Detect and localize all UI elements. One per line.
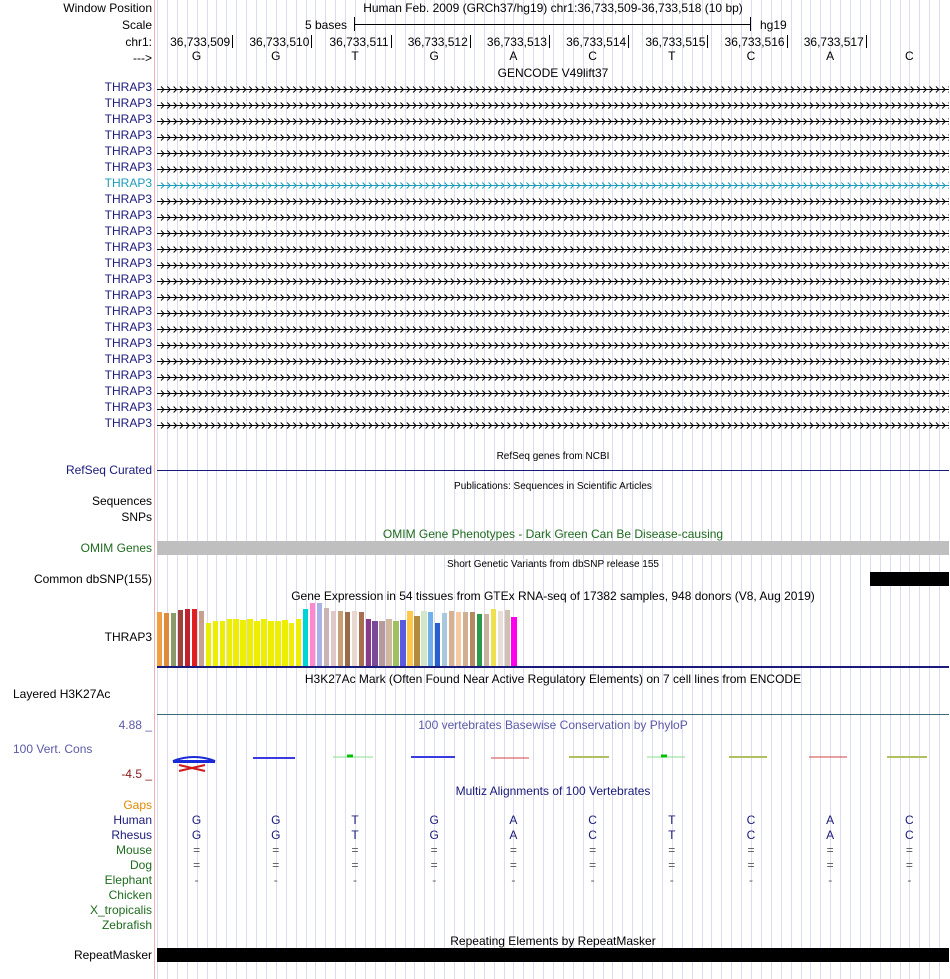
gencode-gene-feature[interactable] bbox=[157, 339, 949, 348]
gencode-gene-feature[interactable] bbox=[157, 323, 949, 332]
gtex-bar[interactable] bbox=[178, 610, 183, 666]
position-tick-label: 36,733,509 bbox=[170, 35, 231, 49]
multiz-base: = bbox=[509, 843, 517, 857]
scale-label: Scale bbox=[121, 18, 152, 32]
multiz-base: T bbox=[351, 813, 359, 827]
gtex-bar[interactable] bbox=[428, 612, 433, 666]
base-letter: C bbox=[746, 49, 756, 63]
scale-bar-right-tick bbox=[750, 17, 751, 31]
multiz-base: C bbox=[588, 828, 597, 842]
multiz-base: = bbox=[193, 858, 201, 872]
gencode-gene-label[interactable]: THRAP3 bbox=[104, 416, 152, 430]
gencode-gene-feature[interactable] bbox=[157, 387, 949, 396]
multiz-species-label[interactable]: Dog bbox=[129, 858, 152, 872]
multiz-base: = bbox=[430, 843, 438, 857]
gencode-gene-feature[interactable] bbox=[157, 275, 949, 284]
gtex-bar[interactable] bbox=[206, 623, 211, 666]
multiz-species-label[interactable]: Human bbox=[113, 813, 152, 827]
gencode-gene-feature[interactable] bbox=[157, 211, 949, 220]
multiz-base: C bbox=[905, 813, 914, 827]
gtex-bar[interactable] bbox=[484, 614, 489, 666]
gtex-bar[interactable] bbox=[275, 621, 280, 666]
gencode-gene-label[interactable]: THRAP3 bbox=[104, 96, 152, 110]
phylop-label[interactable]: 100 Vert. Cons bbox=[13, 742, 93, 756]
multiz-base: = bbox=[351, 858, 359, 872]
gtex-bar[interactable] bbox=[414, 616, 419, 666]
refseq-label[interactable]: RefSeq Curated bbox=[65, 463, 152, 477]
gencode-gene-feature[interactable] bbox=[157, 403, 949, 412]
label-separator bbox=[154, 0, 155, 979]
gencode-gene-label[interactable]: THRAP3 bbox=[104, 288, 152, 302]
multiz-base: = bbox=[509, 858, 517, 872]
multiz-base: = bbox=[747, 858, 755, 872]
multiz-base: = bbox=[905, 858, 913, 872]
gencode-gene-feature[interactable] bbox=[157, 83, 949, 92]
gencode-gene-label[interactable]: THRAP3 bbox=[104, 176, 152, 190]
chrom-label: chr1: bbox=[125, 35, 152, 49]
multiz-base: = bbox=[668, 858, 676, 872]
multiz-base: G bbox=[271, 828, 281, 842]
gencode-gene-label[interactable]: THRAP3 bbox=[104, 160, 152, 174]
gtex-baseline bbox=[157, 666, 949, 668]
gencode-gene-label[interactable]: THRAP3 bbox=[104, 384, 152, 398]
base-letter: G bbox=[429, 49, 439, 63]
gtex-bar[interactable] bbox=[338, 611, 343, 666]
multiz-gaps-label: Gaps bbox=[123, 798, 152, 812]
gencode-gene-label[interactable]: THRAP3 bbox=[104, 304, 152, 318]
multiz-base: - bbox=[432, 873, 437, 887]
multiz-base: A bbox=[826, 828, 835, 842]
position-tick bbox=[391, 35, 392, 48]
h3k27ac-label[interactable]: Layered H3K27Ac bbox=[13, 687, 111, 701]
gtex-bar[interactable] bbox=[456, 612, 461, 666]
base-letter: T bbox=[668, 49, 676, 63]
gtex-bar[interactable] bbox=[386, 619, 391, 666]
multiz-base: C bbox=[746, 813, 756, 827]
base-letter: A bbox=[509, 49, 518, 63]
gtex-bar[interactable] bbox=[477, 614, 482, 666]
multiz-base: = bbox=[747, 843, 755, 857]
publications-snps-label[interactable]: SNPs bbox=[121, 510, 152, 524]
multiz-base: = bbox=[589, 843, 597, 857]
gtex-bar[interactable] bbox=[157, 612, 162, 666]
gtex-bar[interactable] bbox=[233, 619, 238, 666]
position-tick-label: 36,733,514 bbox=[566, 35, 627, 49]
omim-label[interactable]: OMIM Genes bbox=[80, 541, 152, 555]
gtex-bar[interactable] bbox=[171, 613, 176, 666]
publications-title: Publications: Sequences in Scientific Articles bbox=[454, 481, 652, 492]
phylop-wiggle[interactable] bbox=[157, 748, 949, 774]
multiz-base: = bbox=[272, 843, 280, 857]
multiz-base: C bbox=[746, 828, 756, 842]
multiz-base: = bbox=[430, 858, 438, 872]
position-tick-label: 36,733,515 bbox=[645, 35, 706, 49]
multiz-base: - bbox=[828, 873, 833, 887]
multiz-species-label[interactable]: Elephant bbox=[104, 873, 152, 887]
multiz-base: - bbox=[590, 873, 595, 887]
gencode-gene-label[interactable]: THRAP3 bbox=[104, 208, 152, 222]
gencode-gene-label[interactable]: THRAP3 bbox=[104, 80, 152, 94]
multiz-base: T bbox=[668, 813, 676, 827]
gencode-gene-label[interactable]: THRAP3 bbox=[104, 224, 152, 238]
position-tick bbox=[232, 35, 233, 48]
dbsnp-label[interactable]: Common dbSNP(155) bbox=[33, 572, 152, 586]
multiz-base: = bbox=[905, 843, 913, 857]
gencode-gene-feature[interactable] bbox=[157, 147, 949, 156]
gencode-gene-feature[interactable] bbox=[157, 355, 949, 364]
base-letter: C bbox=[905, 49, 914, 63]
multiz-base: G bbox=[191, 813, 202, 827]
multiz-base: - bbox=[669, 873, 674, 887]
position-tick bbox=[866, 35, 867, 48]
gtex-bar[interactable] bbox=[164, 613, 169, 666]
multiz-base: C bbox=[588, 813, 597, 827]
gencode-gene-label[interactable]: THRAP3 bbox=[104, 400, 152, 414]
multiz-base: G bbox=[429, 813, 439, 827]
gencode-gene-feature[interactable] bbox=[157, 307, 949, 316]
gtex-bar[interactable] bbox=[400, 620, 405, 666]
multiz-base: = bbox=[351, 843, 359, 857]
multiz-base: T bbox=[668, 828, 676, 842]
gtex-label[interactable]: THRAP3 bbox=[104, 630, 152, 644]
position-tick-label: 36,733,510 bbox=[249, 35, 310, 49]
phylop-min: -4.5 _ bbox=[121, 767, 152, 781]
multiz-base: - bbox=[907, 873, 912, 887]
gtex-bar[interactable] bbox=[449, 611, 454, 666]
scale-bar-left-tick bbox=[354, 17, 355, 31]
gencode-gene-label[interactable]: THRAP3 bbox=[104, 192, 152, 206]
base-letter: C bbox=[588, 49, 597, 63]
multiz-species-label[interactable]: Mouse bbox=[115, 843, 152, 857]
gtex-bar[interactable] bbox=[213, 621, 218, 666]
gtex-bar[interactable] bbox=[505, 610, 510, 666]
gtex-bar[interactable] bbox=[310, 603, 315, 666]
gtex-bar[interactable] bbox=[470, 612, 475, 666]
gtex-bar[interactable] bbox=[352, 611, 357, 666]
gtex-bar[interactable] bbox=[407, 611, 412, 666]
base-letter: G bbox=[191, 49, 202, 63]
gtex-bar[interactable] bbox=[268, 621, 273, 666]
multiz-species-label[interactable]: X_tropicalis bbox=[89, 903, 152, 917]
gencode-gene-feature[interactable] bbox=[157, 419, 949, 428]
phylop-title: 100 vertebrates Basewise Conservation by PhyloP bbox=[418, 718, 688, 732]
gtex-bar[interactable] bbox=[442, 613, 447, 666]
gencode-gene-label[interactable]: THRAP3 bbox=[104, 240, 152, 254]
multiz-species-label[interactable]: Chicken bbox=[108, 888, 152, 902]
omim-feature[interactable] bbox=[157, 541, 949, 555]
multiz-species-label[interactable]: Zebrafish bbox=[101, 918, 152, 932]
position-tick-label: 36,733,513 bbox=[486, 35, 547, 49]
gencode-gene-feature[interactable] bbox=[157, 195, 949, 204]
gtex-bar[interactable] bbox=[324, 608, 329, 666]
multiz-base: = bbox=[589, 858, 597, 872]
gtex-bar[interactable] bbox=[511, 617, 516, 666]
publications-sequences-label[interactable]: Sequences bbox=[91, 494, 152, 508]
gencode-gene-feature[interactable] bbox=[157, 115, 949, 124]
gencode-gene-label[interactable]: THRAP3 bbox=[104, 112, 152, 126]
multiz-base: - bbox=[748, 873, 753, 887]
gtex-bar[interactable] bbox=[435, 623, 440, 666]
position-tick bbox=[787, 35, 788, 48]
gtex-bar[interactable] bbox=[421, 611, 426, 666]
position-tick-label: 36,733,516 bbox=[724, 35, 785, 49]
gencode-gene-label[interactable]: THRAP3 bbox=[104, 352, 152, 366]
strand-label: ---> bbox=[133, 51, 152, 65]
omim-title: OMIM Gene Phenotypes - Dark Green Can Be Disease-causing bbox=[382, 527, 724, 541]
gtex-bars[interactable] bbox=[157, 603, 949, 666]
gencode-gene-feature[interactable] bbox=[157, 243, 949, 252]
position-tick bbox=[707, 35, 708, 48]
multiz-base: = bbox=[193, 843, 201, 857]
gtex-title: Gene Expression in 54 tissues from GTEx RNA-seq of 17382 samples, 948 donors (V8, Aug 2019) bbox=[291, 589, 815, 603]
h3k27ac-title: H3K27Ac Mark (Often Found Near Active Regulatory Elements) on 7 cell lines from ENCODE bbox=[304, 672, 802, 686]
multiz-base: A bbox=[826, 813, 835, 827]
multiz-base: A bbox=[509, 813, 518, 827]
multiz-base: = bbox=[668, 843, 676, 857]
gencode-gene-feature[interactable] bbox=[157, 131, 949, 140]
gtex-bar[interactable] bbox=[227, 619, 232, 666]
multiz-base: G bbox=[191, 828, 202, 842]
gtex-bar[interactable] bbox=[303, 609, 308, 666]
phylop-max: 4.88 _ bbox=[118, 718, 152, 732]
refseq-title: RefSeq genes from NCBI bbox=[496, 451, 610, 462]
position-tick bbox=[311, 35, 312, 48]
gencode-gene-label[interactable]: THRAP3 bbox=[104, 320, 152, 334]
position-tick bbox=[628, 35, 629, 48]
gencode-gene-label[interactable]: THRAP3 bbox=[104, 336, 152, 350]
dbsnp-title: Short Genetic Variants from dbSNP release 155 bbox=[447, 559, 659, 570]
gtex-bar[interactable] bbox=[491, 609, 496, 666]
multiz-base: = bbox=[826, 843, 834, 857]
gtex-bar[interactable] bbox=[261, 619, 266, 666]
gencode-gene-feature[interactable] bbox=[157, 227, 949, 236]
multiz-title: Multiz Alignments of 100 Vertebrates bbox=[455, 784, 651, 798]
gencode-gene-label[interactable]: THRAP3 bbox=[104, 272, 152, 286]
repeatmasker-label[interactable]: RepeatMasker bbox=[73, 948, 152, 962]
gtex-bar[interactable] bbox=[240, 620, 245, 666]
position-tick-label: 36,733,512 bbox=[407, 35, 468, 49]
multiz-base: C bbox=[905, 828, 914, 842]
gencode-gene-label[interactable]: THRAP3 bbox=[104, 256, 152, 270]
window-position-label: Window Position bbox=[63, 1, 152, 15]
gtex-bar[interactable] bbox=[366, 619, 371, 666]
dbsnp-feature[interactable] bbox=[870, 572, 949, 586]
multiz-base: G bbox=[429, 828, 439, 842]
base-letter: T bbox=[351, 49, 359, 63]
gencode-gene-feature[interactable] bbox=[157, 99, 949, 108]
gtex-bar[interactable] bbox=[317, 603, 322, 666]
gencode-gene-feature[interactable] bbox=[157, 179, 949, 188]
position-tick bbox=[470, 35, 471, 48]
base-letter: A bbox=[826, 49, 835, 63]
gencode-gene-label[interactable]: THRAP3 bbox=[104, 128, 152, 142]
gtex-bar[interactable] bbox=[393, 621, 398, 666]
gtex-bar[interactable] bbox=[220, 621, 225, 666]
position-tick-label: 36,733,517 bbox=[803, 35, 864, 49]
position-tick-label: 36,733,511 bbox=[329, 35, 389, 49]
multiz-base: T bbox=[351, 828, 359, 842]
multiz-base: A bbox=[509, 828, 518, 842]
multiz-species-label[interactable]: Rhesus bbox=[111, 828, 152, 842]
multiz-base: G bbox=[271, 813, 281, 827]
multiz-base: - bbox=[273, 873, 278, 887]
multiz-base: - bbox=[352, 873, 357, 887]
multiz-base: - bbox=[511, 873, 516, 887]
gtex-bar[interactable] bbox=[282, 620, 287, 666]
gtex-bar[interactable] bbox=[331, 611, 336, 666]
gtex-bar[interactable] bbox=[463, 612, 468, 666]
assembly-position: Human Feb. 2009 (GRCh37/hg19) chr1:36,733,509-36,733,518 (10 bp) bbox=[363, 1, 743, 15]
gencode-gene-feature[interactable] bbox=[157, 371, 949, 380]
gtex-bar[interactable] bbox=[289, 623, 294, 666]
gtex-bar[interactable] bbox=[379, 621, 384, 666]
gtex-bar[interactable] bbox=[345, 612, 350, 666]
position-tick bbox=[549, 35, 550, 48]
gtex-bar[interactable] bbox=[199, 611, 204, 666]
gencode-gene-feature[interactable] bbox=[157, 259, 949, 268]
gencode-gene-feature[interactable] bbox=[157, 163, 949, 172]
repeatmasker-title: Repeating Elements by RepeatMasker bbox=[450, 934, 656, 948]
gtex-bar[interactable] bbox=[372, 621, 377, 666]
repeatmasker-feature[interactable] bbox=[157, 948, 949, 962]
multiz-base: = bbox=[272, 858, 280, 872]
gtex-bar[interactable] bbox=[192, 609, 197, 666]
scale-db: hg19 bbox=[760, 18, 787, 32]
multiz-base: - bbox=[194, 873, 199, 887]
gtex-bar[interactable] bbox=[359, 612, 364, 666]
gtex-bar[interactable] bbox=[247, 619, 252, 666]
scale-text: 5 bases bbox=[305, 18, 348, 32]
gencode-gene-label[interactable]: THRAP3 bbox=[104, 368, 152, 382]
h3k27ac-baseline bbox=[157, 714, 949, 715]
gencode-gene-label[interactable]: THRAP3 bbox=[104, 144, 152, 158]
gencode-title: GENCODE V49lift37 bbox=[497, 66, 609, 80]
gtex-bar[interactable] bbox=[296, 619, 301, 666]
gtex-bar[interactable] bbox=[254, 621, 259, 666]
gencode-gene-feature[interactable] bbox=[157, 291, 949, 300]
base-letter: G bbox=[271, 49, 281, 63]
refseq-line bbox=[157, 470, 949, 471]
gtex-bar[interactable] bbox=[185, 609, 190, 666]
scale-bar bbox=[354, 24, 750, 25]
multiz-base: = bbox=[826, 858, 834, 872]
gtex-bar[interactable] bbox=[498, 611, 503, 666]
